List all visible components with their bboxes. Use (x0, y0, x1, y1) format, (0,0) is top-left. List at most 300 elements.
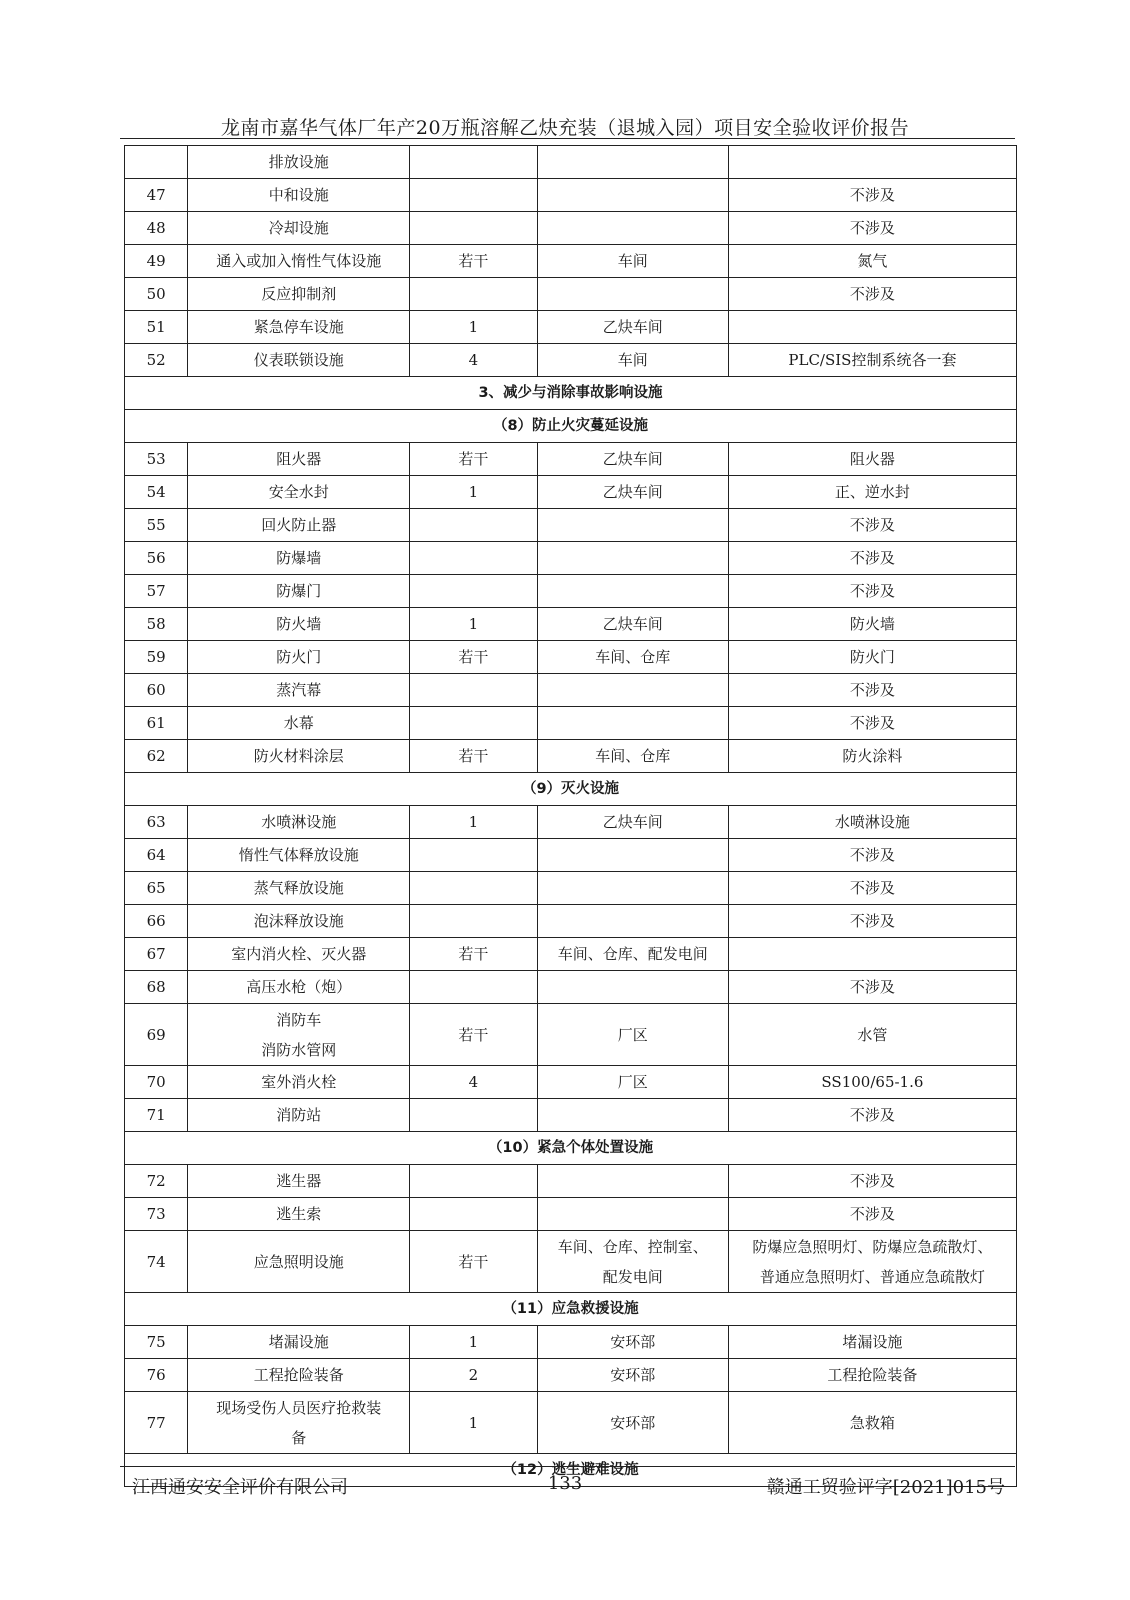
cell-location-text: 车间、仓库、控制室、 (557, 1237, 708, 1256)
table-row (125, 674, 1017, 707)
cell-quantity (410, 839, 538, 872)
cell-remark-text: SS100/65-1.6 (821, 1073, 924, 1091)
cell-location (537, 707, 728, 740)
cell-location (537, 575, 728, 608)
cell-number (125, 1004, 188, 1066)
cell-remark (728, 278, 1016, 311)
cell-location (537, 311, 728, 344)
cell-facility-name-text: 反应抑制剂 (261, 285, 337, 303)
cell-facility-name (188, 1099, 410, 1132)
cell-facility-name (188, 1066, 410, 1099)
cell-remark-text: 阻火器 (849, 450, 895, 468)
cell-quantity-text: 2 (468, 1366, 479, 1384)
cell-number-text: 48 (146, 219, 166, 237)
cell-remark (728, 938, 1016, 971)
section-heading: （10）紧急个体处置设施 (125, 1132, 1017, 1165)
cell-remark (728, 476, 1016, 509)
cell-number (125, 1165, 188, 1198)
cell-quantity (410, 806, 538, 839)
cell-facility-name (188, 971, 410, 1004)
table-row (125, 1066, 1017, 1099)
cell-remark-text: 工程抢险装备 (827, 1366, 918, 1384)
cell-quantity (410, 311, 538, 344)
cell-remark-text: 不涉及 (849, 285, 895, 303)
cell-remark-text: 不涉及 (849, 912, 895, 930)
cell-remark (728, 740, 1016, 773)
section-heading: （11）应急救援设施 (125, 1293, 1017, 1326)
cell-quantity (410, 146, 538, 179)
cell-number (125, 971, 188, 1004)
cell-facility-name-text-line2: 消防水管网 (261, 1040, 337, 1059)
cell-facility-name (188, 542, 410, 575)
cell-remark (728, 1198, 1016, 1231)
cell-number (125, 608, 188, 641)
cell-facility-name (188, 1231, 410, 1293)
cell-facility-name (188, 476, 410, 509)
cell-number-text: 52 (146, 351, 166, 369)
cell-remark (728, 1004, 1016, 1066)
footer-doc-number: 赣通工贸验评字[2021]015号 (766, 1477, 1005, 1498)
cell-facility-name-text: 防爆门 (276, 582, 322, 600)
cell-location (537, 674, 728, 707)
cell-location (537, 608, 728, 641)
cell-facility-name-text: 水幕 (283, 714, 314, 732)
cell-quantity-text: 若干 (458, 252, 489, 270)
cell-number-text: 55 (146, 516, 166, 534)
cell-facility-name (188, 1326, 410, 1359)
cell-remark (728, 1231, 1016, 1293)
cell-location (537, 1359, 728, 1392)
cell-number (125, 575, 188, 608)
cell-facility-name-text: 安全水封 (268, 483, 329, 501)
cell-quantity (410, 278, 538, 311)
cell-location-text: 厂区 (617, 1025, 648, 1044)
cell-location-text: 乙炔车间 (602, 615, 663, 633)
cell-quantity (410, 476, 538, 509)
cell-number-text: 70 (146, 1073, 166, 1091)
cell-facility-name (188, 1392, 410, 1454)
table-row (125, 1231, 1017, 1293)
table-row (125, 971, 1017, 1004)
cell-quantity-text: 1 (468, 813, 479, 831)
cell-facility-name-text: 室内消火栓、灭火器 (231, 945, 367, 963)
table-row (125, 542, 1017, 575)
cell-facility-name-text: 应急照明设施 (253, 1252, 344, 1271)
cell-facility-name (188, 245, 410, 278)
section-row (125, 1132, 1017, 1165)
cell-location (537, 872, 728, 905)
cell-number (125, 278, 188, 311)
cell-remark (728, 1066, 1016, 1099)
cell-number-text: 72 (146, 1172, 166, 1190)
facility-table (124, 145, 1017, 1487)
cell-location (537, 971, 728, 1004)
table-row (125, 1165, 1017, 1198)
cell-quantity-text: 若干 (458, 450, 489, 468)
table-row (125, 575, 1017, 608)
table-row (125, 146, 1017, 179)
cell-number (125, 905, 188, 938)
cell-number-text: 74 (146, 1252, 166, 1271)
cell-quantity-text: 1 (468, 615, 479, 633)
cell-remark-text: 不涉及 (849, 186, 895, 204)
cell-number (125, 146, 188, 179)
cell-facility-name-text: 工程抢险装备 (253, 1366, 344, 1384)
section-heading: （12）逃生避难设施 (125, 1454, 1017, 1487)
cell-number-text: 64 (146, 846, 166, 864)
cell-facility-name (188, 1198, 410, 1231)
table-row (125, 1326, 1017, 1359)
cell-number-text: 60 (146, 681, 166, 699)
cell-number-text: 76 (146, 1366, 166, 1384)
section-row (125, 773, 1017, 806)
cell-facility-name (188, 839, 410, 872)
cell-quantity (410, 212, 538, 245)
cell-quantity-text: 1 (468, 483, 479, 501)
cell-location (537, 1231, 728, 1293)
cell-facility-name-text: 仪表联锁设施 (253, 351, 344, 369)
cell-number (125, 839, 188, 872)
section-heading: （9）灭火设施 (125, 773, 1017, 806)
cell-quantity (410, 179, 538, 212)
cell-location (537, 938, 728, 971)
cell-remark (728, 1359, 1016, 1392)
cell-number-text: 53 (146, 450, 166, 468)
cell-quantity-text: 若干 (458, 747, 489, 765)
cell-remark-text-line2: 普通应急照明灯、普通应急疏散灯 (759, 1267, 985, 1286)
table-row (125, 344, 1017, 377)
cell-quantity (410, 905, 538, 938)
cell-quantity (410, 344, 538, 377)
table-row (125, 245, 1017, 278)
cell-facility-name-text: 惰性气体释放设施 (238, 846, 359, 864)
cell-remark-text: 防火门 (849, 648, 895, 666)
cell-remark-text: 氮气 (857, 252, 888, 270)
cell-facility-name (188, 146, 410, 179)
cell-number-text: 49 (146, 252, 166, 270)
cell-remark-text: PLC/SIS控制系统各一套 (788, 351, 957, 369)
cell-number (125, 212, 188, 245)
cell-remark (728, 674, 1016, 707)
cell-number (125, 179, 188, 212)
table-row (125, 740, 1017, 773)
cell-number-text: 71 (146, 1106, 166, 1124)
cell-number (125, 509, 188, 542)
cell-remark-text: 不涉及 (849, 516, 895, 534)
cell-quantity (410, 608, 538, 641)
cell-quantity-text: 4 (468, 351, 479, 369)
cell-remark-text: 不涉及 (849, 879, 895, 897)
cell-facility-name-text: 蒸气释放设施 (253, 879, 344, 897)
cell-location (537, 179, 728, 212)
cell-facility-name-text: 蒸汽幕 (276, 681, 322, 699)
cell-remark-text: 不涉及 (849, 846, 895, 864)
cell-facility-name (188, 1165, 410, 1198)
cell-location-text-line2: 配发电间 (602, 1267, 663, 1286)
cell-number-text: 51 (146, 318, 166, 336)
cell-facility-name (188, 443, 410, 476)
cell-facility-name-text: 阻火器 (276, 450, 322, 468)
cell-number (125, 1198, 188, 1231)
cell-quantity-text: 1 (468, 1333, 479, 1351)
cell-location (537, 905, 728, 938)
cell-number (125, 476, 188, 509)
cell-location (537, 212, 728, 245)
cell-location (537, 146, 728, 179)
cell-quantity (410, 443, 538, 476)
cell-facility-name (188, 509, 410, 542)
cell-number (125, 674, 188, 707)
cell-number-text: 67 (146, 945, 166, 963)
cell-location (537, 1198, 728, 1231)
cell-facility-name-text: 逃生器 (276, 1172, 322, 1190)
cell-facility-name-text: 中和设施 (268, 186, 329, 204)
section-heading: （8）防止火灾蔓延设施 (125, 410, 1017, 443)
cell-location (537, 509, 728, 542)
section-heading: 3、减少与消除事故影响设施 (125, 377, 1017, 410)
cell-quantity (410, 509, 538, 542)
cell-remark (728, 311, 1016, 344)
cell-facility-name (188, 179, 410, 212)
cell-location (537, 1326, 728, 1359)
cell-remark-text: 防火涂料 (842, 747, 903, 765)
cell-facility-name (188, 707, 410, 740)
cell-remark-text: 不涉及 (849, 681, 895, 699)
cell-number (125, 1099, 188, 1132)
cell-facility-name (188, 806, 410, 839)
cell-quantity (410, 641, 538, 674)
cell-location (537, 542, 728, 575)
cell-remark (728, 575, 1016, 608)
table-row (125, 938, 1017, 971)
cell-number-text: 62 (146, 747, 166, 765)
table-row (125, 278, 1017, 311)
cell-location-text: 车间、仓库 (595, 747, 671, 765)
cell-number-text: 65 (146, 879, 166, 897)
cell-number (125, 311, 188, 344)
cell-quantity (410, 740, 538, 773)
cell-facility-name-text: 紧急停车设施 (253, 318, 344, 336)
cell-facility-name-text: 现场受伤人员医疗抢救装 (216, 1398, 382, 1417)
cell-number (125, 1392, 188, 1454)
cell-number (125, 542, 188, 575)
cell-remark-text: 防爆应急照明灯、防爆应急疏散灯、 (752, 1237, 993, 1256)
cell-remark-text: 不涉及 (849, 714, 895, 732)
table-row (125, 608, 1017, 641)
cell-facility-name (188, 212, 410, 245)
cell-remark (728, 872, 1016, 905)
cell-quantity (410, 971, 538, 1004)
table-row (125, 839, 1017, 872)
table-row (125, 311, 1017, 344)
cell-number (125, 1231, 188, 1293)
table-row (125, 806, 1017, 839)
cell-remark-text: 不涉及 (849, 978, 895, 996)
cell-quantity (410, 707, 538, 740)
cell-location (537, 641, 728, 674)
cell-facility-name-text: 防火材料涂层 (253, 747, 344, 765)
footer-company: 江西通安安全评价有限公司 (132, 1477, 348, 1498)
section-row (125, 1293, 1017, 1326)
cell-number-text: 50 (146, 285, 166, 303)
cell-location (537, 839, 728, 872)
cell-facility-name (188, 575, 410, 608)
cell-remark (728, 179, 1016, 212)
cell-number-text: 63 (146, 813, 166, 831)
cell-location (537, 443, 728, 476)
footer-rule (120, 1466, 1015, 1467)
cell-facility-name (188, 641, 410, 674)
cell-location-text: 车间、仓库、配发电间 (557, 945, 708, 963)
table-row (125, 476, 1017, 509)
table-row (125, 905, 1017, 938)
cell-facility-name-text: 防火墙 (276, 615, 322, 633)
cell-remark-text: 水管 (857, 1025, 888, 1044)
cell-remark-text: 不涉及 (849, 1106, 895, 1124)
cell-facility-name-text: 消防车 (276, 1010, 322, 1029)
cell-number (125, 344, 188, 377)
cell-facility-name (188, 938, 410, 971)
section-row (125, 377, 1017, 410)
cell-remark-text: 急救箱 (849, 1413, 895, 1432)
cell-facility-name (188, 740, 410, 773)
cell-remark (728, 806, 1016, 839)
cell-number-text: 47 (146, 186, 166, 204)
cell-location (537, 1392, 728, 1454)
table-row (125, 509, 1017, 542)
cell-quantity (410, 938, 538, 971)
cell-number (125, 1359, 188, 1392)
cell-location-text: 乙炔车间 (602, 483, 663, 501)
cell-remark (728, 905, 1016, 938)
cell-remark-text: 防火墙 (849, 615, 895, 633)
cell-remark-text: 不涉及 (849, 582, 895, 600)
cell-quantity-text: 1 (468, 1413, 479, 1432)
cell-location-text: 厂区 (617, 1073, 648, 1091)
cell-quantity-text: 若干 (458, 1252, 489, 1271)
cell-quantity (410, 542, 538, 575)
cell-number (125, 872, 188, 905)
cell-location (537, 1165, 728, 1198)
cell-remark (728, 707, 1016, 740)
cell-remark-text: 堵漏设施 (842, 1333, 903, 1351)
cell-quantity (410, 1326, 538, 1359)
cell-remark (728, 1165, 1016, 1198)
cell-facility-name-text: 高压水枪（炮） (246, 978, 352, 996)
cell-location-text: 安环部 (610, 1366, 656, 1384)
cell-remark (728, 1326, 1016, 1359)
cell-quantity (410, 1165, 538, 1198)
cell-number-text: 54 (146, 483, 166, 501)
cell-facility-name (188, 674, 410, 707)
cell-quantity-text: 4 (468, 1073, 479, 1091)
cell-remark (728, 146, 1016, 179)
cell-facility-name-text: 冷却设施 (268, 219, 329, 237)
cell-facility-name (188, 344, 410, 377)
cell-number (125, 740, 188, 773)
table-row (125, 1004, 1017, 1066)
cell-facility-name-text: 水喷淋设施 (261, 813, 337, 831)
cell-number (125, 707, 188, 740)
table-row (125, 641, 1017, 674)
cell-number (125, 806, 188, 839)
table-row (125, 707, 1017, 740)
cell-facility-name-text: 回火防止器 (261, 516, 337, 534)
cell-facility-name-text: 排放设施 (268, 153, 329, 171)
cell-remark (728, 443, 1016, 476)
footer-page-number: 133 (547, 1473, 583, 1494)
cell-remark (728, 971, 1016, 1004)
cell-facility-name (188, 905, 410, 938)
cell-quantity-text: 1 (468, 318, 479, 336)
cell-facility-name-text-line2: 备 (291, 1428, 307, 1447)
cell-remark (728, 839, 1016, 872)
cell-remark-text: 水喷淋设施 (834, 813, 910, 831)
cell-location-text: 乙炔车间 (602, 450, 663, 468)
cell-quantity (410, 1004, 538, 1066)
cell-number (125, 245, 188, 278)
cell-remark (728, 344, 1016, 377)
cell-number (125, 938, 188, 971)
cell-quantity (410, 1231, 538, 1293)
cell-remark-text: 不涉及 (849, 1205, 895, 1223)
cell-number (125, 641, 188, 674)
cell-remark (728, 509, 1016, 542)
cell-facility-name-text: 室外消火栓 (261, 1073, 337, 1091)
cell-number-text: 59 (146, 648, 166, 666)
cell-facility-name-text: 堵漏设施 (268, 1333, 329, 1351)
cell-number-text: 77 (146, 1413, 166, 1432)
cell-facility-name-text: 防爆墙 (276, 549, 322, 567)
table-row (125, 872, 1017, 905)
cell-facility-name-text: 消防站 (276, 1106, 322, 1124)
cell-number-text: 57 (146, 582, 166, 600)
header-rule (120, 138, 1015, 139)
cell-number-text: 56 (146, 549, 166, 567)
cell-quantity (410, 1066, 538, 1099)
cell-remark-text: 不涉及 (849, 549, 895, 567)
table-row (125, 1392, 1017, 1454)
cell-number (125, 1326, 188, 1359)
cell-quantity (410, 1099, 538, 1132)
cell-remark-text: 不涉及 (849, 219, 895, 237)
table-row (125, 1198, 1017, 1231)
cell-location-text: 安环部 (610, 1333, 656, 1351)
cell-location (537, 245, 728, 278)
cell-location (537, 1066, 728, 1099)
cell-quantity (410, 1198, 538, 1231)
table-row (125, 1099, 1017, 1132)
cell-remark (728, 542, 1016, 575)
table-row (125, 179, 1017, 212)
cell-quantity (410, 245, 538, 278)
cell-quantity-text: 若干 (458, 1025, 489, 1044)
cell-facility-name (188, 1004, 410, 1066)
cell-number (125, 443, 188, 476)
cell-number-text: 61 (146, 714, 166, 732)
cell-remark-text: 正、逆水封 (834, 483, 910, 501)
cell-facility-name (188, 872, 410, 905)
cell-facility-name (188, 1359, 410, 1392)
cell-remark (728, 245, 1016, 278)
cell-remark (728, 641, 1016, 674)
cell-remark (728, 1099, 1016, 1132)
cell-location (537, 344, 728, 377)
cell-location (537, 278, 728, 311)
cell-remark (728, 1392, 1016, 1454)
cell-facility-name-text: 泡沫释放设施 (253, 912, 344, 930)
cell-quantity-text: 若干 (458, 945, 489, 963)
